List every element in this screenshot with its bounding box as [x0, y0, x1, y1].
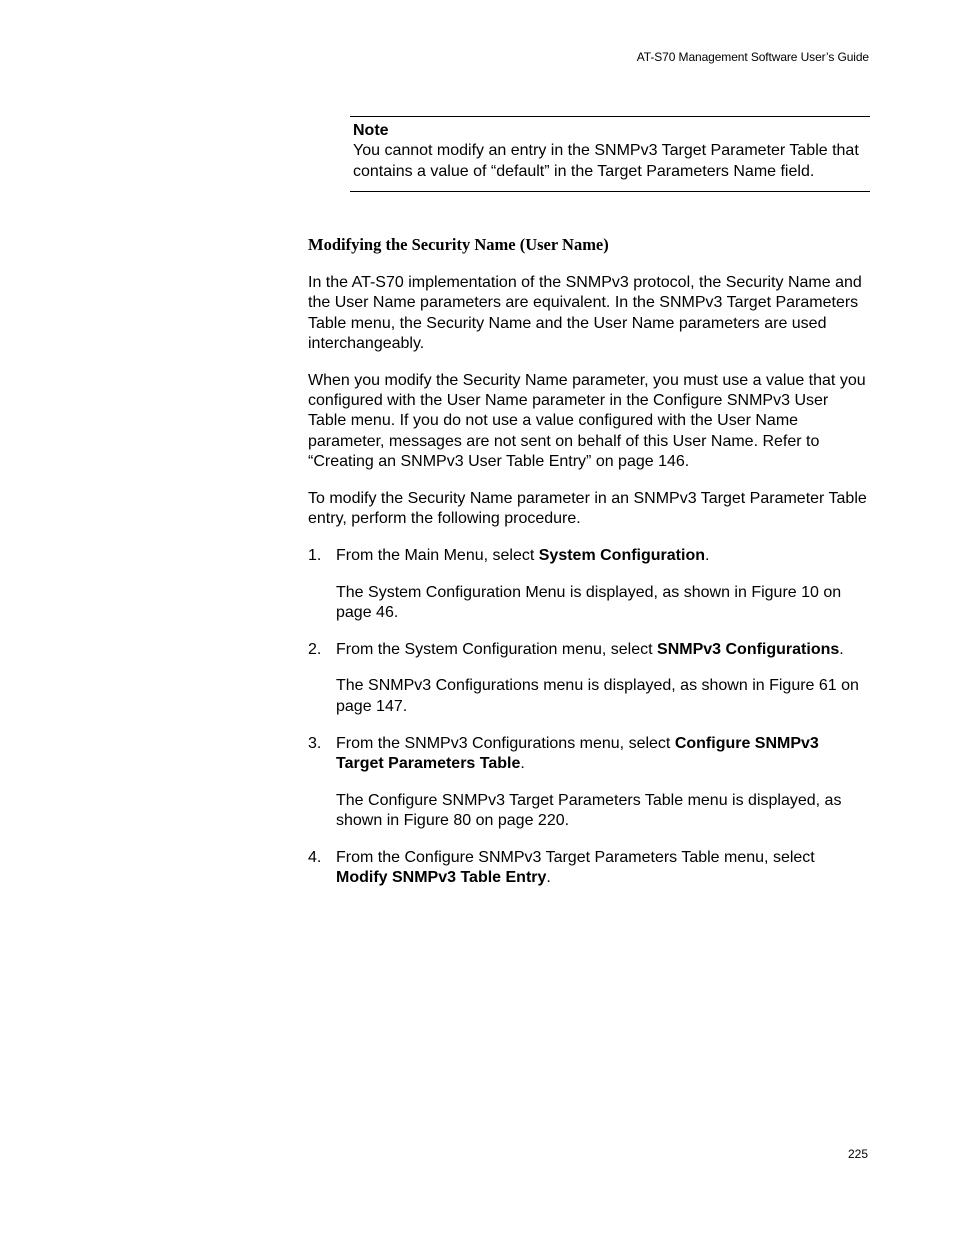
step-number: 4.	[308, 848, 322, 866]
step-instruction	[336, 546, 870, 566]
note-text: You cannot modify an entry in the SNMPv3 Target Parameter Table that contains a value of “default” in the Target Parameters Name field.	[353, 142, 859, 180]
step-number: 2.	[308, 640, 322, 658]
step-text: From the SNMPv3 Configurations menu, select	[336, 734, 675, 752]
step-text: From the System Configuration menu, select	[336, 640, 658, 658]
step-menu-item: SNMPv3 Configurations	[657, 640, 840, 658]
note-box	[350, 116, 870, 192]
note-title: Note	[353, 122, 389, 139]
step-instruction	[336, 734, 870, 775]
step-number: 1.	[308, 546, 322, 564]
main-content	[308, 234, 870, 905]
step-item	[308, 734, 870, 832]
step-result: The SNMPv3 Configurations menu is displayed, as shown in Figure 61 on page 147.	[336, 677, 859, 715]
paragraph: When you modify the Security Name parameter, you must use a value that you configured with the User Name parameter in the Configure SNMPv3 User Table menu. If you do not use a value configured with the User Name parameter, messages are not sent on behalf of this User Name. Refer to “Creating an SNMPv3 User Table Entry” on page 146.	[308, 371, 866, 470]
running-header: AT-S70 Management Software User’s Guide	[636, 50, 869, 64]
page-number: 225	[847, 1147, 868, 1161]
step-menu-item: System Configuration	[538, 546, 705, 564]
procedure-steps	[308, 546, 870, 889]
step-result: The Configure SNMPv3 Target Parameters Table menu is displayed, as shown in Figure 80 on page 220.	[336, 791, 842, 829]
step-instruction	[336, 640, 870, 660]
paragraph: To modify the Security Name parameter in an SNMPv3 Target Parameter Table entry, perform the following procedure.	[308, 489, 867, 527]
step-text-end: .	[704, 546, 710, 564]
step-text: From the Configure SNMPv3 Target Parameters Table menu, select	[336, 848, 815, 866]
step-text: From the Main Menu, select	[336, 546, 539, 564]
step-item	[308, 640, 870, 717]
step-item	[308, 546, 870, 623]
step-text-end: .	[520, 754, 525, 772]
step-result: The System Configuration Menu is displayed, as shown in Figure 10 on page 46.	[336, 583, 842, 621]
step-text-end: .	[839, 640, 844, 658]
step-text-end: .	[546, 869, 551, 887]
step-menu-item: Modify SNMPv3 Table Entry	[336, 869, 547, 887]
paragraph: In the AT-S70 implementation of the SNMPv3 protocol, the Security Name and the User Name parameters are equivalent. In the SNMPv3 Target Parameters Table menu, the Security Name and the User Name parameters are used interchangeably.	[308, 274, 862, 352]
step-instruction	[336, 848, 870, 889]
step-item	[308, 848, 870, 889]
step-menu-item: Configure SNMPv3 Target Parameters Table	[336, 734, 819, 772]
section-heading: Modifying the Security Name (User Name)	[308, 235, 609, 254]
step-number: 3.	[308, 734, 322, 752]
